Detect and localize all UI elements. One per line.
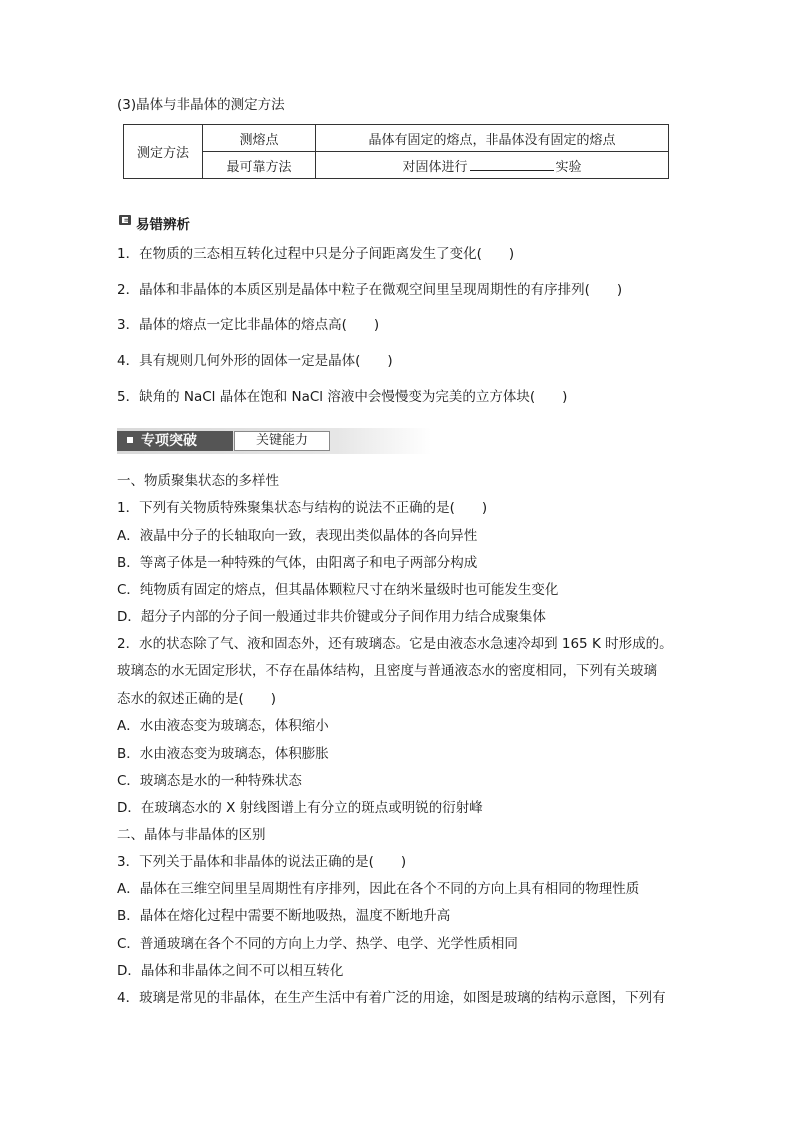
text-line: A．液晶中分子的长轴取向一致，表现出类似晶体的各向异性	[117, 528, 478, 544]
fill-blank[interactable]	[470, 158, 554, 171]
table-cell-content: 晶体有固定的熔点，非晶体没有固定的熔点	[316, 125, 669, 152]
text-line: A．水由液态变为玻璃态，体积缩小	[117, 718, 329, 734]
error-section-title: 易错辨析	[136, 217, 190, 233]
text-line: C．玻璃态是水的一种特殊状态	[117, 773, 302, 789]
list-item: 4．具有规则几何外形的固体一定是晶体( )	[117, 353, 393, 369]
method-table	[123, 124, 669, 179]
banner-right: 关键能力	[234, 431, 330, 451]
banner-left	[117, 431, 233, 451]
text-line: C．普通玻璃在各个不同的方向上力学、热学、电学、光学性质相同	[117, 936, 518, 952]
text-line: B．晶体在熔化过程中需要不断地吸热，温度不断地升高	[117, 908, 451, 924]
list-item: 3．晶体的熔点一定比非晶体的熔点高( )	[117, 317, 380, 333]
text-line: A．晶体在三维空间里呈周期性有序排列，因此在各个不同的方向上具有相同的物理性质	[117, 881, 640, 897]
list-item: 2．晶体和非晶体的本质区别是晶体中粒子在微观空间里呈现周期性的有序排列( )	[117, 282, 623, 298]
text-line: 1．下列有关物质特殊聚集状态与结构的说法不正确的是( )	[117, 500, 488, 516]
text-line: 态水的叙述正确的是( )	[117, 691, 277, 707]
content-after: 实验	[555, 159, 582, 175]
text-line: 3．下列关于晶体和非晶体的说法正确的是( )	[117, 854, 407, 870]
subsection-title: 二、晶体与非晶体的区别	[117, 827, 266, 843]
text-line: 4．玻璃是常见的非晶体，在生产生活中有着广泛的用途，如图是玻璃的结构示意图，下列有	[117, 990, 666, 1006]
subsection-title: 一、物质聚集状态的多样性	[117, 473, 279, 489]
e-tag-icon	[119, 215, 131, 225]
text-line: B．水由液态变为玻璃态，体积膨胀	[117, 746, 329, 762]
text-line: C．纯物质有固定的熔点，但其晶体颗粒尺寸在纳米量级时也可能发生变化	[117, 582, 559, 598]
section-heading: (3)晶体与非晶体的测定方法	[117, 97, 285, 113]
content-before: 对固体进行	[402, 159, 468, 175]
square-icon	[127, 437, 133, 443]
table-cell-label: 最可靠方法	[203, 152, 316, 179]
text-line: D．超分子内部的分子间一般通过非共价键或分子间作用力结合成聚集体	[117, 609, 546, 625]
text-line: 2．水的状态除了气、液和固态外，还有玻璃态。它是由液态水急速冷却到 165 K 时形成的。	[117, 636, 673, 652]
list-item: 5．缺角的 NaCl 晶体在饱和 NaCl 溶液中会慢慢变为完美的立方体块( )	[117, 389, 568, 405]
table-cell-label: 测熔点	[203, 125, 316, 152]
table-row-header: 测定方法	[124, 125, 203, 179]
banner-left-label: 专项突破	[141, 433, 197, 449]
text-line: D．晶体和非晶体之间不可以相互转化	[117, 963, 344, 979]
text-line: D．在玻璃态水的 X 射线图谱上有分立的斑点或明锐的衍射峰	[117, 800, 483, 816]
table-cell-content	[316, 152, 669, 179]
text-line: B．等离子体是一种特殊的气体，由阳离子和电子两部分构成	[117, 555, 478, 571]
list-item: 1．在物质的三态相互转化过程中只是分子间距离发生了变化( )	[117, 246, 515, 262]
text-line: 玻璃态的水无固定形状，不存在晶体结构，且密度与普通液态水的密度相同，下列有关玻璃	[117, 663, 657, 679]
